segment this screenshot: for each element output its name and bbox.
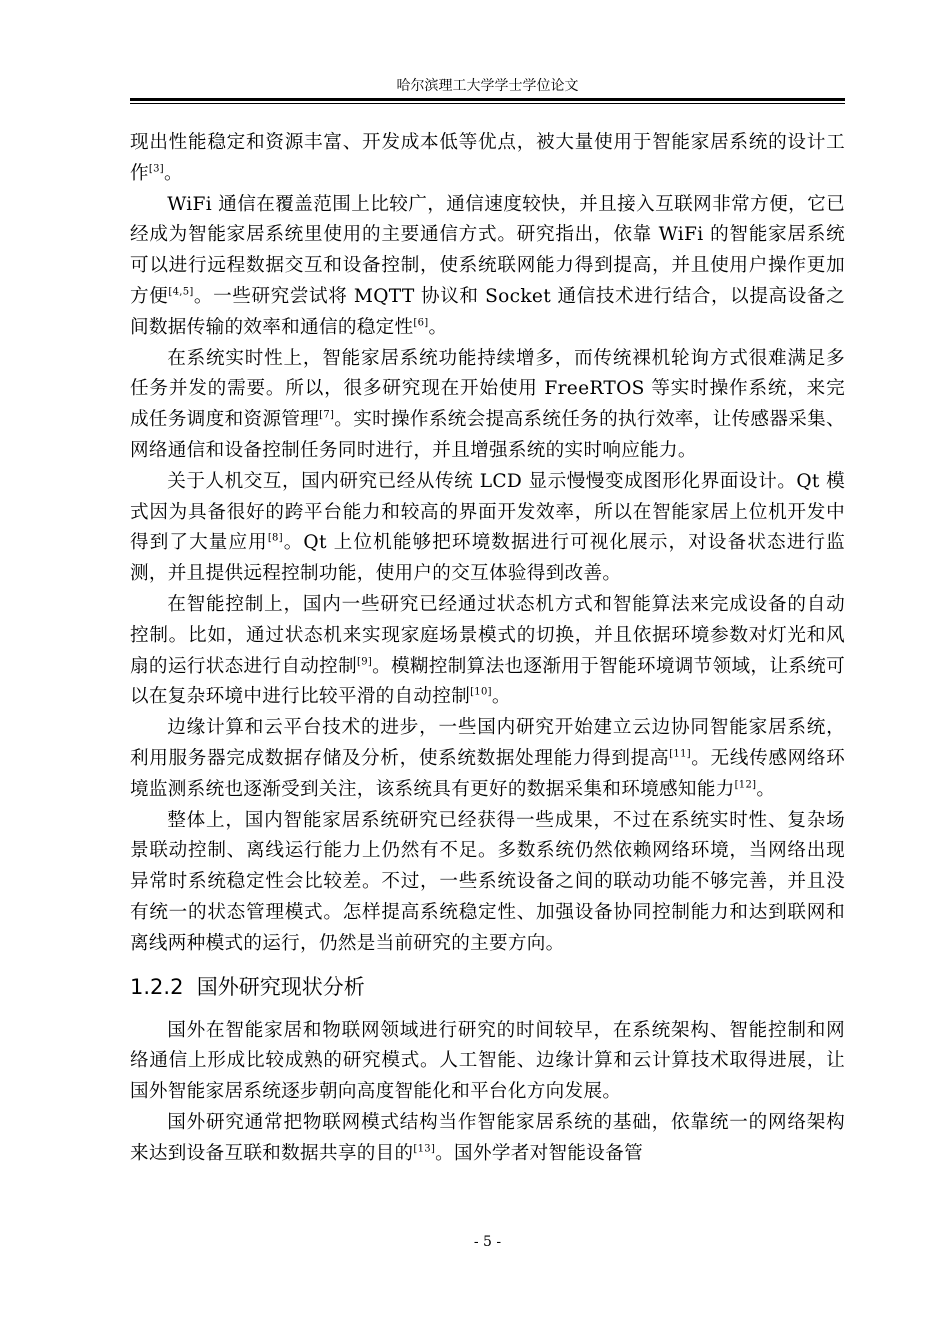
text-run: 国外在智能家居和物联网领域进行研究的时间较早，在系统架构、智能控制和网络通信上形成比较成熟的研究模式。人工智能、边缘计算和云计算技术取得进展，让国外智能家居系统逐步朝向高度智能化和平台化方向发展。 xyxy=(130,1019,845,1103)
citation: [13] xyxy=(413,1143,436,1155)
text-run: 。国外学者对智能设备管 xyxy=(435,1142,643,1164)
section-heading xyxy=(130,968,845,1006)
text-run: 。 xyxy=(428,316,448,338)
section-number: 1.2.2 xyxy=(130,974,184,999)
text-run: 边缘计算和云平台技术的进步，一些国内研究开始建立云边协同智能家居系统，利用服务器完成数据存储及分析，使系统数据处理能力得到提高 xyxy=(130,717,845,769)
text-run: 在系统实时性上，智能家居系统功能持续增多，而传统裸机轮询方式很难满足多任务并发的需要。所以，很多研究现在开始使用 FreeRTOS 等实时操作系统，来完成任务调度和资源管理 xyxy=(130,347,845,431)
text-run: 现出性能稳定和资源丰富、开发成本低等优点，被大量使用于智能家居系统的设计工作 xyxy=(130,132,845,184)
text-run: WiFi 通信在覆盖范围上比较广，通信速度较快，并且接入互联网非常方便，它已经成为智能家居系统里使用的主要通信方式。研究指出，依靠 WiFi 的智能家居系统可以进行远程数据交互和设备控制，使系统联网能力得到提高，并且使用户操作更加方便 xyxy=(130,193,845,307)
text-run: 国外研究通常把物联网模式结构当作智能家居系统的基础，依靠统一的网络架构来达到设备互联和数据共享的目的 xyxy=(130,1111,845,1164)
citation: [3] xyxy=(148,163,164,175)
citation: [12] xyxy=(734,779,757,791)
paragraph xyxy=(130,190,845,344)
text-run: 整体上，国内智能家居系统研究已经获得一些成果，不过在系统实时性、复杂场景联动控制、离线运行能力上仍然有不足。多数系统仍然依赖网络环境，当网络出现异常时系统稳定性会比较差。不过，一些系统设备之间的联动功能不够完善，并且没有统一的状态管理模式。怎样提高系统稳定性、加强设备协同控制能力和达到联网和离线两种模式的运行，仍然是当前研究的主要方向。 xyxy=(130,809,845,954)
paragraph xyxy=(130,590,845,713)
citation: [11] xyxy=(669,748,691,760)
body-text xyxy=(130,128,845,1170)
citation: [10] xyxy=(470,686,492,698)
text-run: 关于人机交互，国内研究已经从传统 LCD 显示慢慢变成图形化界面设计。Qt 模式因为具备很好的跨平台能力和较高的界面开发效率，所以在智能家居上位机开发中得到了大量应用 xyxy=(130,470,845,554)
section-title: 国外研究现状分析 xyxy=(196,974,365,999)
paragraph xyxy=(130,344,845,467)
text-run: 。无线传感网络环境监测系统也逐渐受到关注，该系统具有更好的数据采集和环境感知能力 xyxy=(130,747,845,800)
page-number: - 5 - xyxy=(473,1234,502,1250)
citation: [9] xyxy=(357,656,373,668)
paragraph xyxy=(130,1016,845,1108)
paragraph xyxy=(130,713,845,805)
paragraph xyxy=(130,1108,845,1170)
citation: [6] xyxy=(413,317,429,329)
text-run: 。 xyxy=(756,778,776,800)
text-run: 。模糊控制算法也逐渐用于智能环境调节领域，让系统可以在复杂环境中进行比较平滑的自动控制 xyxy=(130,655,845,708)
paragraph xyxy=(130,806,845,960)
header-rule-thick xyxy=(130,98,845,101)
paragraph xyxy=(130,128,845,190)
text-run: 。 xyxy=(491,686,511,708)
citation: [4,5] xyxy=(168,286,194,298)
text-run: 。 xyxy=(163,162,183,184)
paragraph xyxy=(130,467,845,590)
text-run: 。Qt 上位机能够把环境数据进行可视化展示，对设备状态进行监测，并且提供远程控制功能，使用户的交互体验得到改善。 xyxy=(130,532,845,585)
citation: [8] xyxy=(267,532,283,544)
text-run: 在智能控制上，国内一些研究已经通过状态机方式和智能算法来完成设备的自动控制。比如，通过状态机来实现家庭场景模式的切换，并且依据环境参数对灯光和风扇的运行状态进行自动控制 xyxy=(130,593,845,677)
header-rule-thin xyxy=(130,103,845,104)
text-run: 。一些研究尝试将 MQTT 协议和 Socket 通信技术进行结合，以提高设备之间数据传输的效率和通信的稳定性 xyxy=(130,285,845,338)
text-run: 。实时操作系统会提高系统任务的执行效率，让传感器采集、网络通信和设备控制任务同时进行，并且增强系统的实时响应能力。 xyxy=(130,409,845,461)
running-header: 哈尔滨理工大学学士学位论文 xyxy=(396,78,579,94)
citation: [7] xyxy=(319,409,335,421)
